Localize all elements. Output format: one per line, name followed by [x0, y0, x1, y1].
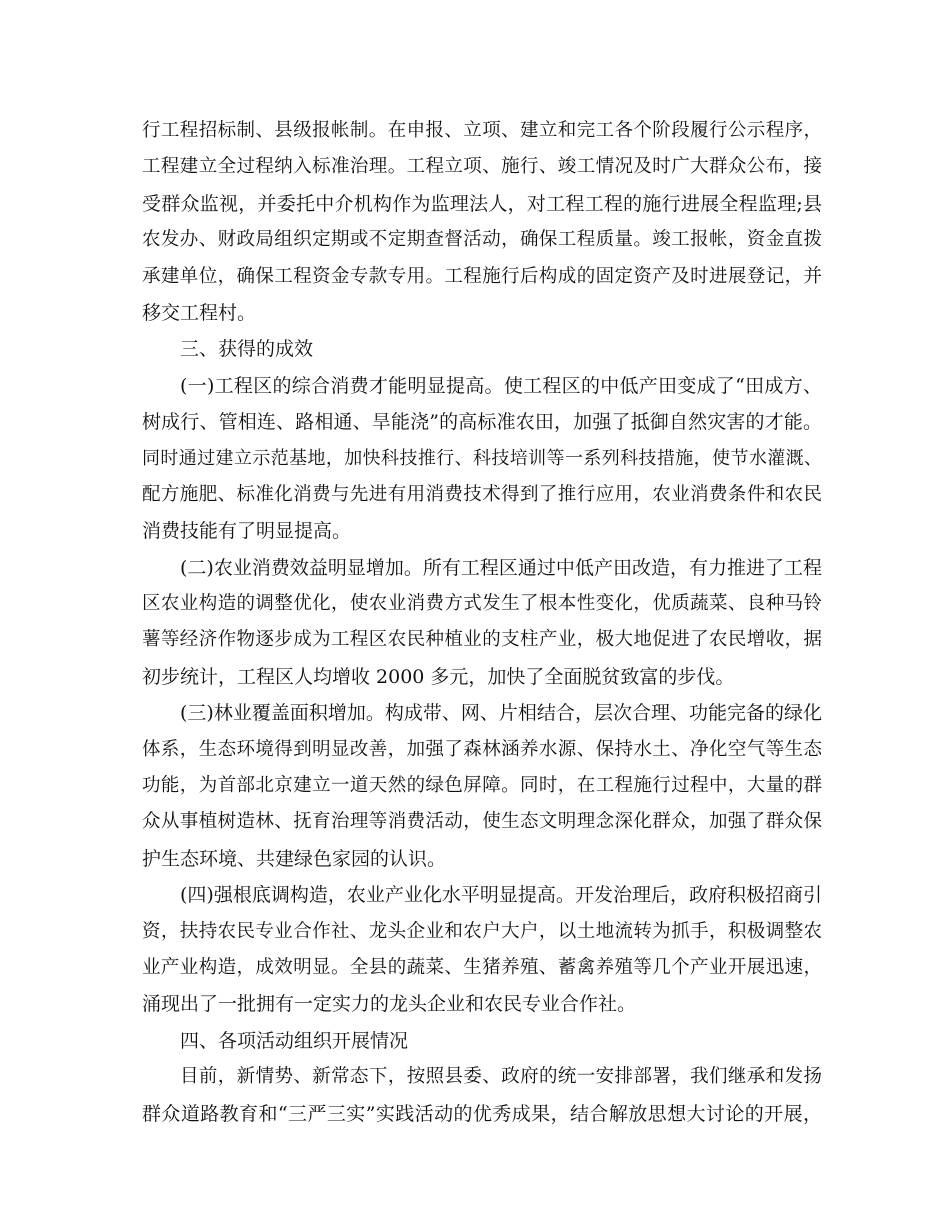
text-line: 薯等经济作物逐步成为工程区农民种植业的支柱产业，极大地促进了农民增收，据 [142, 629, 822, 651]
text-line: 同时通过建立示范基地，加快科技推行、科技培训等一系列科技措施，使节水灌溉、 [142, 447, 822, 469]
text-line: 初步统计，工程区人均增收 2000 多元，加快了全面脱贫致富的步伐。 [142, 665, 735, 688]
text-line: 区农业构造的调整优化，使农业消费方式发生了根本性变化，优质蔬菜、良种马铃 [142, 593, 822, 615]
text-line: 功能，为首部北京建立一道天然的绿色屏障。同时，在工程施行过程中，大量的群 [142, 775, 822, 797]
text-line: (三)林业覆盖面积增加。构成带、网、片相结合，层次合理、功能完备的绿化 [180, 702, 822, 725]
text-line: 众从事植树造林、抚育治理等消费活动，使生态文明理念深化群众，加强了群众保 [142, 811, 822, 833]
text-line: 移交工程村。 [142, 301, 257, 324]
text-line: 承建单位，确保工程资金专款专用。工程施行后构成的固定资产及时进展登记，并 [142, 265, 822, 287]
text-line: 农发办、财政局组织定期或不定期查督活动，确保工程质量。竣工报帐，资金直拨 [142, 229, 822, 251]
text-line: 护生态环境、共建绿色家园的认识。 [142, 847, 447, 870]
text-line: (四)强根底调构造，农业产业化水平明显提高。开发治理后，政府积极招商引 [180, 884, 822, 907]
text-line: 涌现出了一批拥有一定实力的龙头企业和农民专业合作社。 [142, 993, 637, 1016]
text-line: 体系，生态环境得到明显改善，加强了森林涵养水源、保持水土、净化空气等生态 [142, 738, 822, 760]
text-line: 工程建立全过程纳入标准治理。工程立项、施行、竣工情况及时广大群众公布，接 [142, 156, 822, 178]
text-line: 树成行、管相连、路相通、旱能浇”的高标准农田，加强了抵御自然灾害的才能。 [142, 411, 822, 434]
text-line: 资，扶持农民专业合作社、龙头企业和农户大户，以土地流转为抓手，积极调整农 [142, 920, 822, 942]
text-line: 业产业构造，成效明显。全县的蔬菜、生猪养殖、蓄禽养殖等几个产业开展迅速， [142, 956, 822, 978]
text-line: 三、获得的成效 [180, 338, 314, 361]
text-line: 配方施肥、标准化消费与先进有用消费技术得到了推行应用，农业消费条件和农民 [142, 483, 822, 505]
text-line: 四、各项活动组织开展情况 [180, 1029, 409, 1052]
text-line: (一)工程区的综合消费才能明显提高。使工程区的中低产田变成了“田成方、 [180, 374, 822, 397]
text-line: 行工程招标制、县级报帐制。在申报、立项、建立和完工各个阶段履行公示程序， [142, 120, 822, 141]
text-line: (二)农业消费效益明显增加。所有工程区通过中低产田改造，有力推进了工程 [180, 556, 822, 579]
text-line: 群众道路教育和“三严三实”实践活动的优秀成果，结合解放思想大讨论的开展， [142, 1102, 822, 1125]
text-line: 受群众监视，并委托中介机构作为监理法人，对工程工程的施行进展全程监理;县 [142, 192, 822, 215]
text-line: 目前，新情势、新常态下，按照县委、政府的统一安排部署，我们继承和发扬 [180, 1066, 822, 1088]
document-body [142, 113, 822, 1132]
text-line: 消费技能有了明显提高。 [142, 520, 352, 543]
